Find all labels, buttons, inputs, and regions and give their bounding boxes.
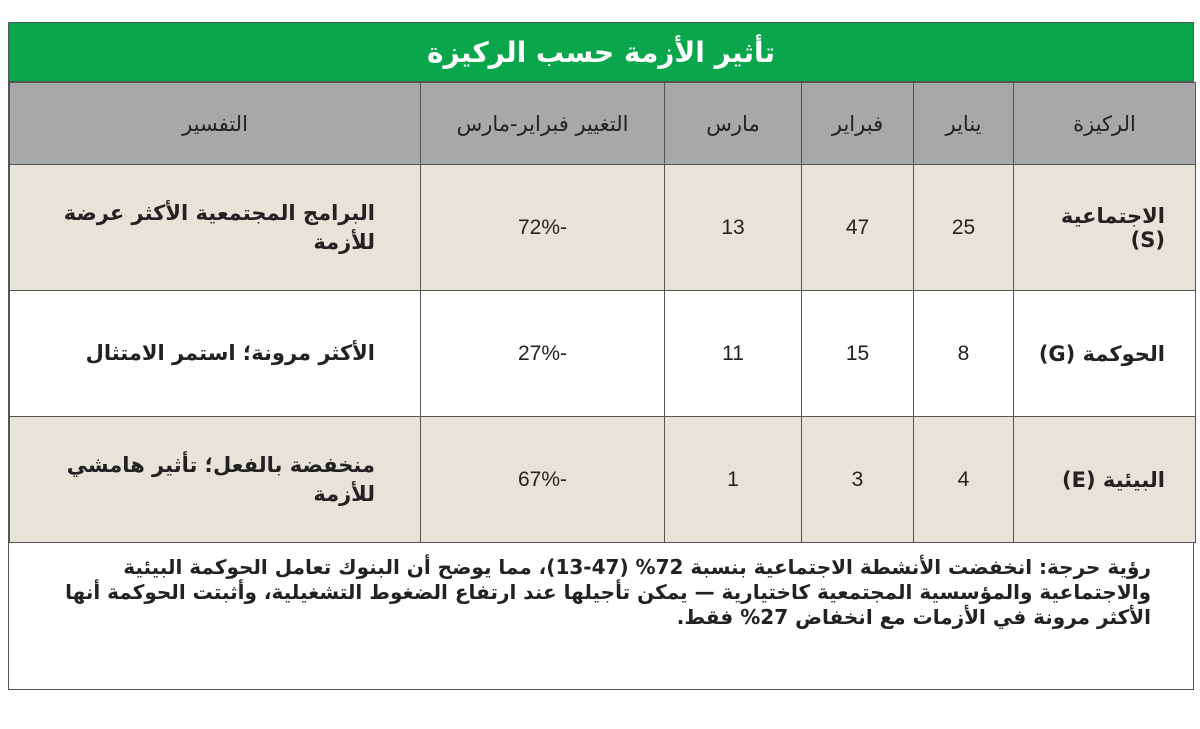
feb-cell: 3 [802, 417, 914, 543]
change-cell: -27% [421, 291, 665, 417]
header-row [10, 83, 1196, 165]
mar-cell: 11 [665, 291, 802, 417]
interpretation-cell: البرامج المجتمعية الأكثر عرضة للأزمة [10, 165, 421, 291]
change-cell: -67% [421, 417, 665, 543]
mar-cell: 13 [665, 165, 802, 291]
table-row [10, 165, 1196, 291]
jan-cell: 8 [914, 291, 1014, 417]
critical-insight-note: رؤية حرجة: انخفضت الأنشطة الاجتماعية بنسبة 72% (47-13)، مما يوضح أن البنوك تعامل الحوكمة البيئية والاجتماعية والمؤسسية المجتمعية كاختيارية — يمكن تأجيلها عند ارتفاع الضغوط التشغيلية، وأثبتت الحوكمة أنها الأكثر مرونة في الأزمات مع انخفاض 27% فقط. [65, 555, 1151, 629]
table-row [10, 291, 1196, 417]
jan-cell: 4 [914, 417, 1014, 543]
change-cell: -72% [421, 165, 665, 291]
interpretation-cell: الأكثر مرونة؛ استمر الامتثال [10, 291, 421, 417]
interpretation-cell: منخفضة بالفعل؛ تأثير هامشي للأزمة [10, 417, 421, 543]
feb-cell: 15 [802, 291, 914, 417]
header-january: يناير [914, 83, 1014, 165]
jan-cell: 25 [914, 165, 1014, 291]
header-interpretation: التفسير [10, 83, 421, 165]
pillar-cell: البيئية (E) [1014, 417, 1196, 543]
header-change: التغيير فبراير-مارس [421, 83, 665, 165]
pillar-cell: الاجتماعية (S) [1014, 165, 1196, 291]
header-pillar: الركيزة [1014, 83, 1196, 165]
table-row [10, 417, 1196, 543]
crisis-impact-table-card [8, 22, 1194, 690]
header-february: فبراير [802, 83, 914, 165]
header-march: مارس [665, 83, 802, 165]
table-title: تأثير الأزمة حسب الركيزة [9, 23, 1193, 82]
pillar-table [9, 82, 1196, 543]
pillar-cell: الحوكمة (G) [1014, 291, 1196, 417]
feb-cell: 47 [802, 165, 914, 291]
mar-cell: 1 [665, 417, 802, 543]
